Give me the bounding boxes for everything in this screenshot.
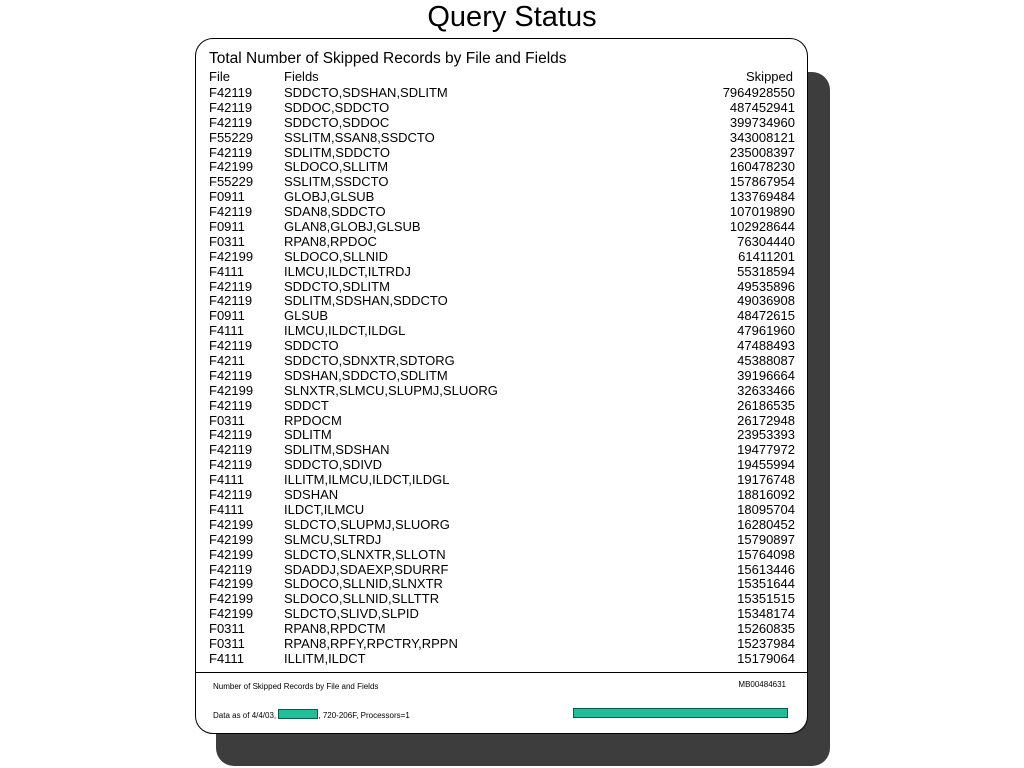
cell-fields: SDSHAN (284, 487, 339, 503)
footer-data-line (213, 709, 410, 721)
table-row (209, 190, 795, 205)
cell-fields: ILLITM,ILDCT (284, 650, 366, 666)
table-row (209, 548, 795, 563)
cell-skipped: 399734960 (729, 114, 795, 130)
cell-file: F42119 (209, 561, 253, 577)
table-row (209, 399, 795, 414)
cell-fields: SDDCTO (284, 338, 339, 354)
cell-skipped: 487452941 (729, 99, 795, 115)
cell-file: F42119 (209, 397, 253, 413)
cell-skipped: 76304440 (737, 233, 795, 249)
cell-fields: SLDCTO,SLUPMJ,SLUORG (284, 516, 450, 532)
cell-skipped: 19455994 (737, 457, 795, 473)
cell-skipped: 32633466 (737, 382, 795, 398)
cell-fields: SDLITM,SDSHAN,SDDCTO (284, 293, 448, 309)
cell-skipped: 39196664 (737, 367, 795, 383)
cell-file: F4111 (209, 650, 244, 666)
cell-skipped: 15764098 (737, 546, 795, 562)
cell-file: F42119 (209, 278, 253, 294)
table-row (209, 384, 795, 399)
table-row (209, 443, 795, 458)
cell-skipped: 157867954 (729, 174, 795, 190)
page-title: Query Status (427, 1, 597, 33)
cell-fields: ILLITM,ILMCU,ILDCT,ILDGL (284, 472, 450, 488)
table-row (209, 563, 795, 578)
cell-file: F55229 (209, 174, 254, 190)
cell-file: F42199 (209, 382, 254, 398)
table-row (209, 592, 795, 607)
cell-skipped: 15179064 (737, 650, 795, 666)
table-row (209, 637, 795, 652)
cell-skipped: 49535896 (737, 278, 795, 294)
cell-skipped: 15351515 (737, 591, 795, 607)
cell-file: F0911 (209, 219, 245, 235)
table-row (209, 250, 795, 265)
cell-file: F55229 (209, 129, 254, 145)
table-row (209, 280, 795, 295)
cell-file: F4211 (209, 353, 245, 369)
cell-fields: SLDCTO,SLNXTR,SLLOTN (284, 546, 446, 562)
cell-file: F42119 (209, 293, 253, 309)
table-row (209, 220, 795, 235)
cell-skipped: 15613446 (737, 561, 795, 577)
cell-skipped: 107019890 (729, 204, 795, 220)
table-row (209, 86, 795, 101)
cell-file: F42199 (209, 516, 254, 532)
cell-fields: SLDOCO,SLLITM (284, 159, 389, 175)
cell-file: F42119 (209, 457, 253, 473)
table-row (209, 577, 795, 592)
footer-data-prefix: Data as of 4/4/03, (213, 711, 277, 720)
table-row (209, 607, 795, 622)
cell-fields: SLDOCO,SLLNID,SLNXTR (284, 576, 443, 592)
cell-fields: ILMCU,ILDCT,ILTRDJ (284, 263, 411, 279)
table-row (209, 622, 795, 637)
cell-fields: SDLITM,SDDCTO (284, 144, 390, 160)
cell-file: F42199 (209, 606, 254, 622)
cell-skipped: 15790897 (737, 531, 795, 547)
cell-fields: SDSHAN,SDDCTO,SDLITM (284, 367, 448, 383)
table-row (209, 473, 795, 488)
column-header-fields: Fields (284, 69, 319, 84)
table-row (209, 533, 795, 548)
table-row (209, 324, 795, 339)
table-row (209, 131, 795, 146)
cell-file: F0311 (209, 635, 245, 651)
cell-file: F42199 (209, 546, 254, 562)
cell-skipped: 235008397 (729, 144, 795, 160)
cell-skipped: 18095704 (737, 501, 795, 517)
cell-fields: SLMCU,SLTRDJ (284, 531, 382, 547)
cell-fields: ILDCT,ILMCU (284, 501, 365, 517)
cell-fields: SDAN8,SDDCTO (284, 204, 386, 220)
column-header-skipped: Skipped (746, 69, 793, 84)
cell-fields: SSLITM,SSDCTO (284, 174, 389, 190)
cell-file: F42119 (209, 85, 253, 100)
cell-fields: SDDCTO,SDNXTR,SDTORG (284, 353, 455, 369)
cell-fields: SLDOCO,SLLNID (284, 248, 389, 264)
column-header-file: File (209, 69, 230, 84)
cell-file: F4111 (209, 323, 244, 339)
cell-file: F0311 (209, 621, 245, 637)
cell-fields: SDDCTO,SDLITM (284, 278, 390, 294)
cell-skipped: 47961960 (737, 323, 795, 339)
table-row (209, 518, 795, 533)
cell-fields: RPDOCM (284, 412, 342, 428)
cell-fields: SDDOC,SDDCTO (284, 99, 390, 115)
cell-file: F42199 (209, 248, 254, 264)
cell-fields: SLNXTR,SLMCU,SLUPMJ,SLUORG (284, 382, 498, 398)
table-row (209, 101, 795, 116)
cell-file: F4111 (209, 263, 244, 279)
table-row (209, 488, 795, 503)
cell-fields: SDADDJ,SDAEXP,SDURRF (284, 561, 449, 577)
cell-fields: SDDCTO,SDSHAN,SDLITM (284, 85, 448, 100)
table-row (209, 116, 795, 131)
cell-fields: SDDCTO,SDDOC (284, 114, 390, 130)
table-row (209, 146, 795, 161)
cell-file: F42119 (209, 427, 253, 443)
footer-code: MB00484631 (738, 680, 786, 689)
cell-file: F4111 (209, 472, 244, 488)
cell-fields: GLOBJ,GLSUB (284, 189, 375, 205)
cell-fields: RPAN8,RPDOC (284, 233, 377, 249)
cell-file: F4111 (209, 501, 244, 517)
cell-file: F42199 (209, 531, 254, 547)
table-row (209, 503, 795, 518)
cell-skipped: 23953393 (737, 427, 795, 443)
cell-file: F42119 (209, 144, 253, 160)
cell-skipped: 133769484 (729, 189, 795, 205)
cell-file: F42199 (209, 159, 254, 175)
cell-fields: SLDOCO,SLLNID,SLLTTR (284, 591, 440, 607)
table-row (209, 369, 795, 384)
cell-file: F42119 (209, 338, 253, 354)
table-row (209, 414, 795, 429)
cell-fields: SDLITM,SDSHAN (284, 442, 390, 458)
cell-file: F42199 (209, 591, 254, 607)
table-row (209, 339, 795, 354)
report-panel (195, 38, 808, 734)
cell-file: F42119 (209, 114, 253, 130)
cell-fields: GLSUB (284, 308, 329, 324)
table-row (209, 265, 795, 280)
cell-skipped: 15351644 (737, 576, 795, 592)
cell-skipped: 15260835 (737, 621, 795, 637)
cell-skipped: 26172948 (737, 412, 795, 428)
table-row (209, 428, 795, 443)
cell-skipped: 160478230 (729, 159, 795, 175)
cell-skipped: 343008121 (729, 129, 795, 145)
cell-skipped: 15237984 (737, 635, 795, 651)
cell-file: F0911 (209, 308, 245, 324)
cell-skipped: 48472615 (737, 308, 795, 324)
table-row (209, 309, 795, 324)
table-row (209, 160, 795, 175)
table-body (209, 86, 795, 667)
cell-skipped: 102928644 (729, 219, 795, 235)
cell-file: F0311 (209, 412, 245, 428)
cell-file: F42119 (209, 487, 253, 503)
cell-skipped: 15348174 (737, 606, 795, 622)
cell-fields: RPAN8,RPFY,RPCTRY,RPPN (284, 635, 458, 651)
table-row (209, 354, 795, 369)
table-row (209, 235, 795, 250)
cell-file: F0911 (209, 189, 245, 205)
cell-fields: SSLITM,SSAN8,SSDCTO (284, 129, 435, 145)
cell-file: F0311 (209, 233, 245, 249)
cell-file: F42119 (209, 367, 253, 383)
table-row (209, 458, 795, 473)
cell-fields: GLAN8,GLOBJ,GLSUB (284, 219, 421, 235)
cell-skipped: 45388087 (737, 353, 795, 369)
cell-skipped: 16280452 (737, 516, 795, 532)
table-row (209, 294, 795, 309)
cell-file: F42119 (209, 204, 253, 220)
cell-skipped: 19176748 (737, 472, 795, 488)
cell-skipped: 19477972 (737, 442, 795, 458)
cell-fields: SDDCT (284, 397, 329, 413)
cell-skipped: 61411201 (738, 248, 795, 264)
table-row (209, 175, 795, 190)
footer-caption: Number of Skipped Records by File and Fields (213, 682, 379, 691)
table-row (209, 205, 795, 220)
redaction-block (278, 709, 318, 719)
footer-divider (196, 672, 807, 673)
cell-skipped: 55318594 (737, 263, 795, 279)
cell-fields: ILMCU,ILDCT,ILDGL (284, 323, 406, 339)
cell-fields: SDDCTO,SDIVD (284, 457, 382, 473)
redaction-bar (573, 708, 788, 718)
cell-file: F42119 (209, 442, 253, 458)
cell-skipped: 47488493 (737, 338, 795, 354)
footer-data-suffix: , 720-206F, Processors=1 (318, 711, 410, 720)
cell-skipped: 18816092 (737, 487, 795, 503)
cell-skipped: 26186535 (737, 397, 795, 413)
table-title: Total Number of Skipped Records by File and Fields (209, 50, 567, 67)
cell-skipped: 7964928550 (722, 85, 795, 100)
table-row (209, 652, 795, 667)
cell-file: F42119 (209, 99, 253, 115)
cell-fields: SDLITM (284, 427, 332, 443)
cell-fields: RPAN8,RPDCTM (284, 621, 386, 637)
cell-skipped: 49036908 (737, 293, 795, 309)
cell-fields: SLDCTO,SLIVD,SLPID (284, 606, 419, 622)
cell-file: F42199 (209, 576, 254, 592)
